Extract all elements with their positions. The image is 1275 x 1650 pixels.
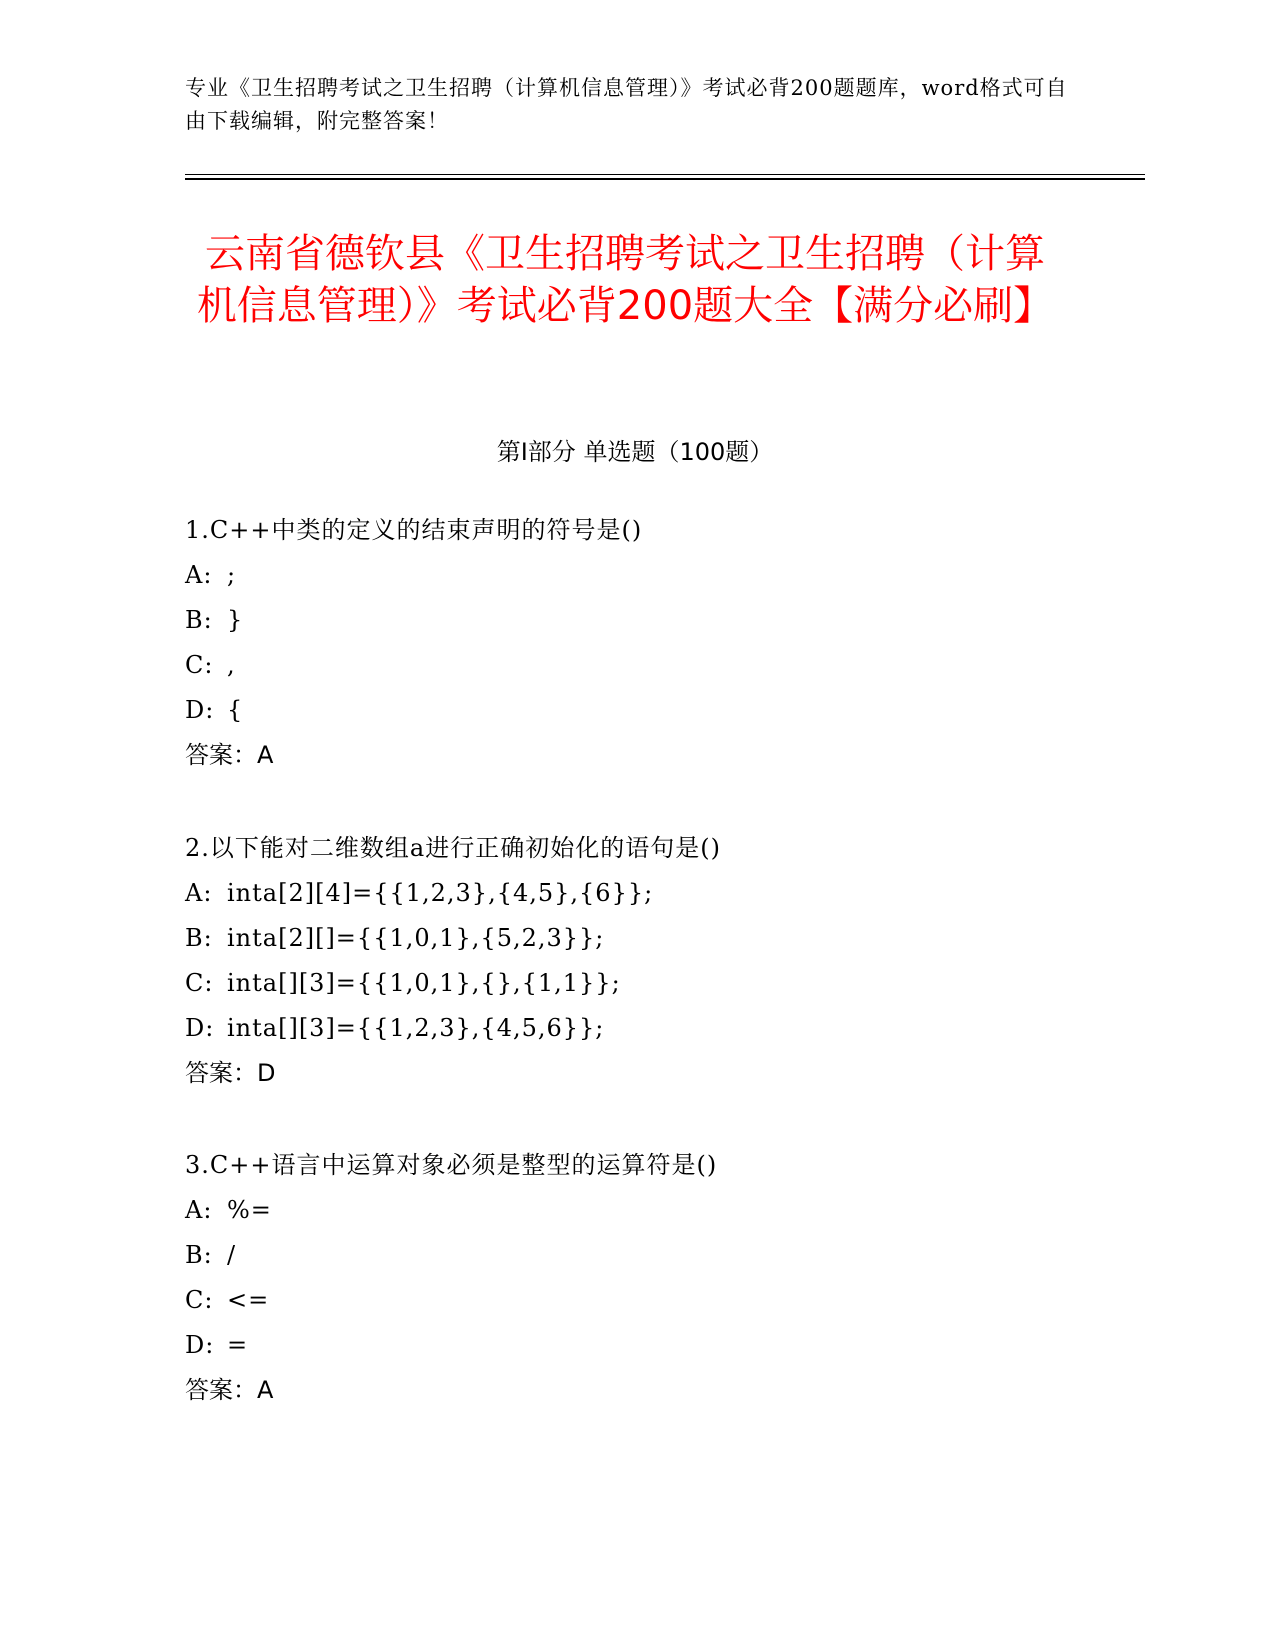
option-b [185, 598, 1105, 643]
option-key: B: [185, 1241, 213, 1269]
option-text: { [227, 696, 244, 724]
question-stem: 3.C++语言中运算对象必须是整型的运算符是() [185, 1151, 718, 1179]
option-c [185, 1278, 1105, 1323]
header-divider-top [185, 174, 1145, 175]
option-key: D: [185, 696, 215, 724]
option-key: D: [185, 1014, 215, 1042]
option-text: inta[2][]={{1,0,1},{5,2,3}}; [227, 924, 605, 952]
option-a [185, 871, 1105, 916]
question-3 [185, 1143, 1105, 1413]
option-b [185, 916, 1105, 961]
question-stem: 2.以下能对二维数组a进行正确初始化的语句是() [185, 834, 721, 862]
header-note: 专业《卫生招聘考试之卫生招聘（计算机信息管理）》考试必背200题题库，word格式可自由下载编辑，附完整答案！ [185, 76, 1068, 133]
answer-line: 答案：A [185, 1376, 274, 1404]
question-stem: 1.C++中类的定义的结束声明的符号是() [185, 516, 643, 544]
section-heading: 第Ⅰ部分 单选题（100题） [496, 438, 774, 466]
option-text: / [227, 1241, 237, 1269]
document-title: 云南省德钦县《卫生招聘考试之卫生招聘（计算机信息管理）》考试必背200题大全【满分必刷】 [196, 231, 1054, 329]
question-1 [185, 508, 1105, 778]
option-text: inta[][3]={{1,2,3},{4,5,6}}; [227, 1014, 605, 1042]
option-d [185, 1323, 1105, 1368]
option-a [185, 553, 1105, 598]
option-c [185, 643, 1105, 688]
option-key: A: [185, 879, 213, 907]
option-text: %= [227, 1196, 272, 1224]
option-text: inta[][3]={{1,0,1},{},{1,1}}; [227, 969, 621, 997]
answer-line: 答案：A [185, 741, 274, 769]
option-key: C: [185, 969, 214, 997]
option-text: ; [227, 561, 237, 589]
option-key: C: [185, 651, 214, 679]
option-text: , [227, 651, 236, 679]
option-key: A: [185, 561, 213, 589]
answer-line: 答案：D [185, 1059, 276, 1087]
option-key: B: [185, 924, 213, 952]
header-divider-bottom [185, 178, 1145, 180]
option-d [185, 688, 1105, 733]
option-key: D: [185, 1331, 215, 1359]
option-a [185, 1188, 1105, 1233]
option-key: B: [185, 606, 213, 634]
option-b [185, 1233, 1105, 1278]
option-key: A: [185, 1196, 213, 1224]
question-2 [185, 826, 1105, 1096]
option-text: = [227, 1331, 249, 1359]
option-text: <= [227, 1286, 270, 1314]
option-key: C: [185, 1286, 214, 1314]
option-text: inta[2][4]={{1,2,3},{4,5},{6}}; [227, 879, 654, 907]
option-c [185, 961, 1105, 1006]
option-d [185, 1006, 1105, 1051]
option-text: } [227, 606, 244, 634]
